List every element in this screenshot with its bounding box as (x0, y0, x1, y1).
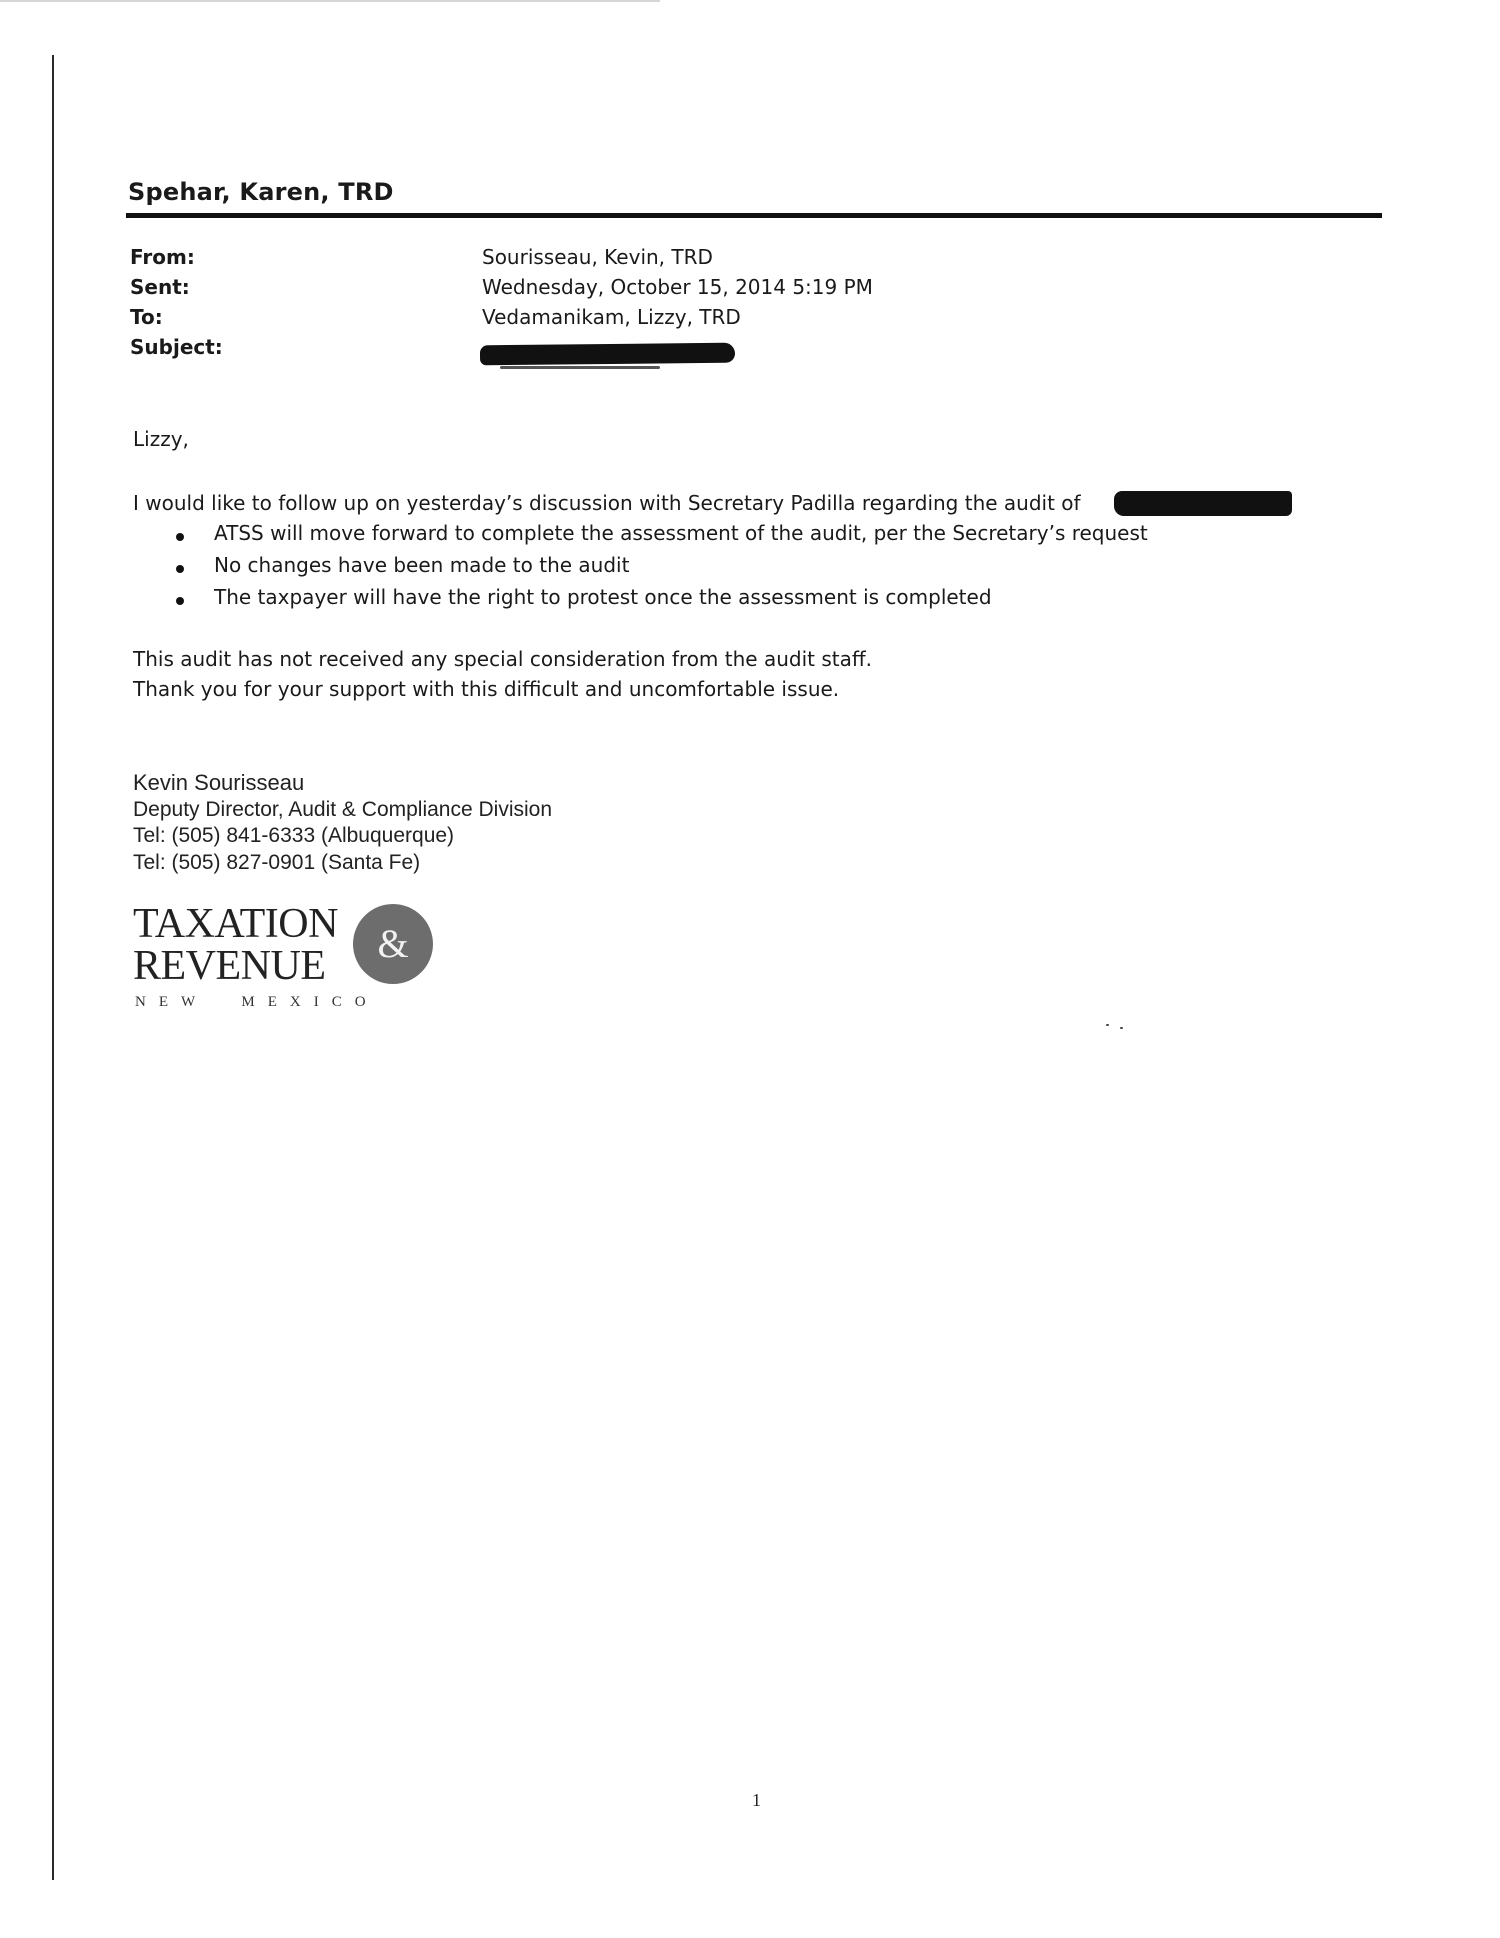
scan-top-edge (0, 0, 660, 2)
signature-name: Kevin Sourisseau (133, 770, 305, 795)
ampersand-badge-icon: & (353, 904, 433, 984)
sent-row (130, 275, 1230, 305)
logo-revenue-text: REVENUE (133, 943, 326, 989)
bullet-icon (176, 533, 184, 541)
subject-redaction-smudge (500, 366, 660, 369)
logo-taxation-text: TAXATION (133, 901, 338, 947)
to-value: Vedamanikam, Lizzy, TRD (482, 305, 741, 329)
closing-line-2: Thank you for your support with this difficult and uncomfortable issue. (133, 677, 840, 701)
bullet-text: The taxpayer will have the right to protest once the assessment is completed (214, 585, 992, 609)
signature-phone-santa-fe: Tel: (505) 827-0901 (Santa Fe) (133, 851, 421, 874)
sent-value: Wednesday, October 15, 2014 5:19 PM (482, 275, 873, 299)
page-number: 1 (752, 1790, 761, 1810)
sent-label: Sent: (130, 275, 190, 299)
from-value: Sourisseau, Kevin, TRD (482, 245, 713, 269)
from-row (130, 245, 1230, 275)
mailbox-owner-header: Spehar, Karen, TRD (128, 178, 394, 206)
taxpayer-name-redaction (1114, 491, 1292, 516)
bullet-text: No changes have been made to the audit (214, 553, 630, 577)
header-rule (126, 213, 1382, 218)
subject-redaction (480, 343, 735, 366)
scan-speck (1120, 1027, 1123, 1029)
closing-line-1: This audit has not received any special consideration from the audit staff. (133, 647, 872, 671)
to-label: To: (130, 305, 163, 329)
taxation-revenue-logo (133, 900, 453, 1020)
signature-phone-albuquerque: Tel: (505) 841-6333 (Albuquerque) (133, 824, 455, 847)
scan-margin-line (52, 55, 54, 1880)
subject-label: Subject: (130, 335, 223, 359)
bullet-icon (176, 565, 184, 573)
from-label: From: (130, 245, 195, 269)
bullet-icon (176, 597, 184, 605)
greeting: Lizzy, (133, 427, 189, 451)
intro-paragraph: I would like to follow up on yesterday’s discussion with Secretary Padilla regarding the audit of (133, 491, 1081, 515)
signature-title: Deputy Director, Audit & Compliance Division (133, 798, 553, 821)
bullet-text: ATSS will move forward to complete the assessment of the audit, per the Secretary’s request (214, 521, 1148, 545)
logo-new-mexico-text: NEW MEXICO (135, 994, 379, 1010)
scan-speck (1106, 1024, 1109, 1026)
to-row (130, 305, 1230, 335)
